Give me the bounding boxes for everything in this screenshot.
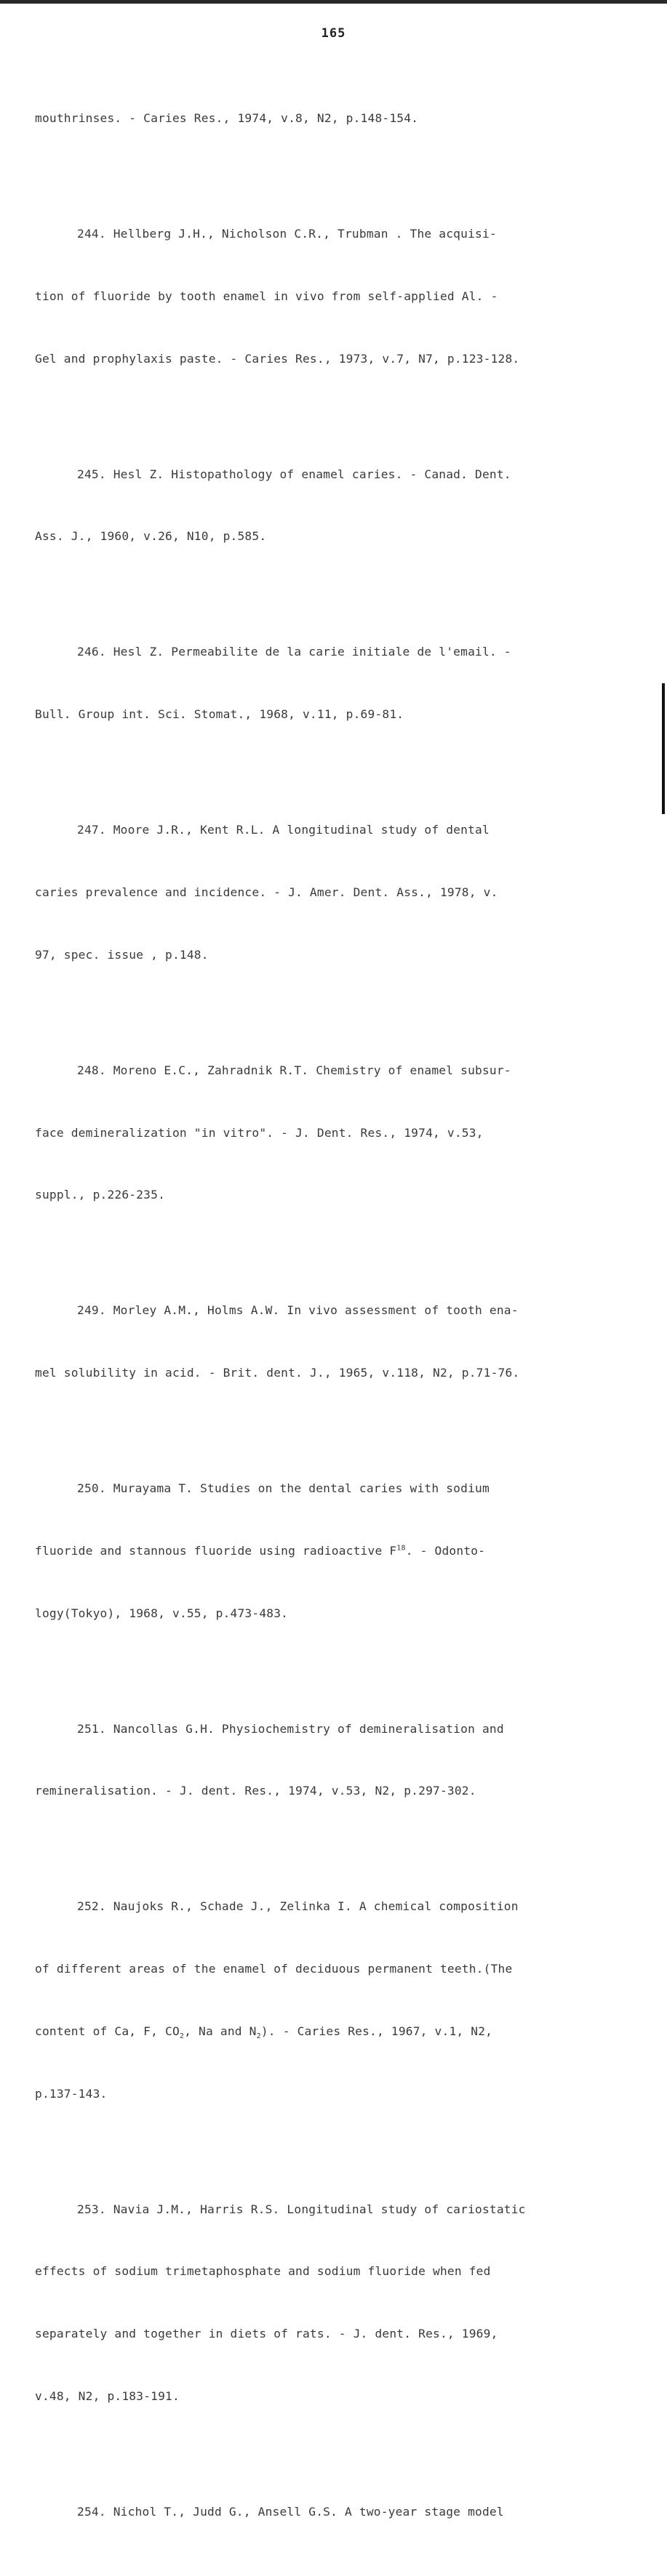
- text-line: caries prevalence and incidence. - J. Amer. Dent. Ass., 1978, v.: [35, 885, 498, 899]
- text-line: p.137-143.: [35, 2086, 108, 2101]
- reference-entry-251: [35, 1677, 631, 1843]
- text-line: Ass. J., 1960, v.26, N10, p.585.: [35, 529, 267, 544]
- text-line: mouthrinses. - Caries Res., 1974, v.8, N2, p.148-154.: [35, 111, 419, 126]
- reference-entry-250: [35, 1437, 631, 1666]
- reference-entry-245: [35, 423, 631, 589]
- text-line: v.48, N2, p.183-191.: [35, 2388, 180, 2403]
- text-line: separately and together in diets of rats. - J. dent. Res., 1969,: [35, 2327, 498, 2341]
- text-line: 245. Hesl Z. Histopathology of enamel caries. - Canad. Dent.: [77, 467, 511, 481]
- reference-entry-248: [35, 1019, 631, 1248]
- reference-entry-246: [35, 600, 631, 767]
- reference-entry-247: [35, 778, 631, 1007]
- text-line: 251. Nancollas G.H. Physiochemistry of demineralisation and: [77, 1721, 504, 1736]
- text-line: mel solubility in acid. - Brit. dent. J., 1965, v.118, N2, p.71-76.: [35, 1366, 520, 1380]
- subscript: 2: [256, 2032, 261, 2041]
- text-line: Bull. Group int. Sci. Stomat., 1968, v.11, p.69-81.: [35, 707, 404, 722]
- text-line: face demineralization "in vitro". - J. Dent. Res., 1974, v.53,: [35, 1125, 484, 1140]
- text-line: [35, 1541, 631, 1562]
- text-line: [35, 2021, 631, 2042]
- text-line: 246. Hesl Z. Permeabilite de la carie initiale de l'email. -: [77, 645, 511, 659]
- text-fragment: , Na and N: [184, 2024, 257, 2038]
- superscript: 18: [396, 1544, 406, 1553]
- text-line: effects of sodium trimetaphosphate and sodium fluoride when fed: [35, 2264, 491, 2279]
- reference-list: [35, 67, 631, 2576]
- text-line: remineralisation. - J. dent. Res., 1974, v.53, N2, p.297-302.: [35, 1784, 476, 1798]
- text-line: tion of fluoride by tooth enamel in vivo from self-applied Al. -: [35, 289, 498, 303]
- text-fragment: content of Ca, F, CO: [35, 2024, 180, 2038]
- reference-entry-253: [35, 2157, 631, 2448]
- margin-bar: [662, 683, 665, 814]
- text-fragment: ). - Caries Res., 1967, v.1, N2,: [260, 2024, 493, 2038]
- reference-continuation: [35, 67, 631, 171]
- text-line: logy(Tokyo), 1968, v.55, p.473-483.: [35, 1606, 289, 1620]
- text-line: 247. Moore J.R., Kent R.L. A longitudinal study of dental: [77, 823, 490, 837]
- text-line: 248. Moreno E.C., Zahradnik R.T. Chemistry of enamel subsur-: [77, 1063, 511, 1077]
- text-line: of different areas of the enamel of deciduous permanent teeth.(The: [35, 1962, 513, 1976]
- reference-entry-252: [35, 1855, 631, 2146]
- text-line: 244. Hellberg J.H., Nicholson C.R., Trubman . The acquisi-: [77, 227, 497, 241]
- reference-entry-249: [35, 1259, 631, 1425]
- text-line: 250. Murayama T. Studies on the dental caries with sodium: [77, 1481, 490, 1495]
- reference-entry-244: [35, 182, 631, 411]
- text-line: 252. Naujoks R., Schade J., Zelinka I. A chemical composition: [77, 1899, 519, 1914]
- subscript: 2: [179, 2032, 185, 2041]
- text-line: Gel and prophylaxis paste. - Caries Res., 1973, v.7, N7, p.123-128.: [35, 351, 520, 366]
- text-line: 253. Navia J.M., Harris R.S. Longitudinal study of cariostatic: [77, 2202, 526, 2216]
- text-line: 249. Morley A.M., Holms A.W. In vivo assessment of tooth ena-: [77, 1303, 519, 1318]
- text-line: suppl., p.226-235.: [35, 1188, 166, 1202]
- reference-entry-254: [35, 2460, 631, 2564]
- text-fragment: fluoride and stannous fluoride using radioactive F: [35, 1543, 397, 1558]
- top-border-rule: [0, 0, 667, 4]
- page-number: 165: [321, 26, 346, 41]
- text-fragment: . - Odonto-: [405, 1543, 486, 1558]
- text-line: 254. Nichol T., Judd G., Ansell G.S. A two-year stage model: [77, 2504, 504, 2519]
- text-line: 97, spec. issue , p.148.: [35, 947, 209, 962]
